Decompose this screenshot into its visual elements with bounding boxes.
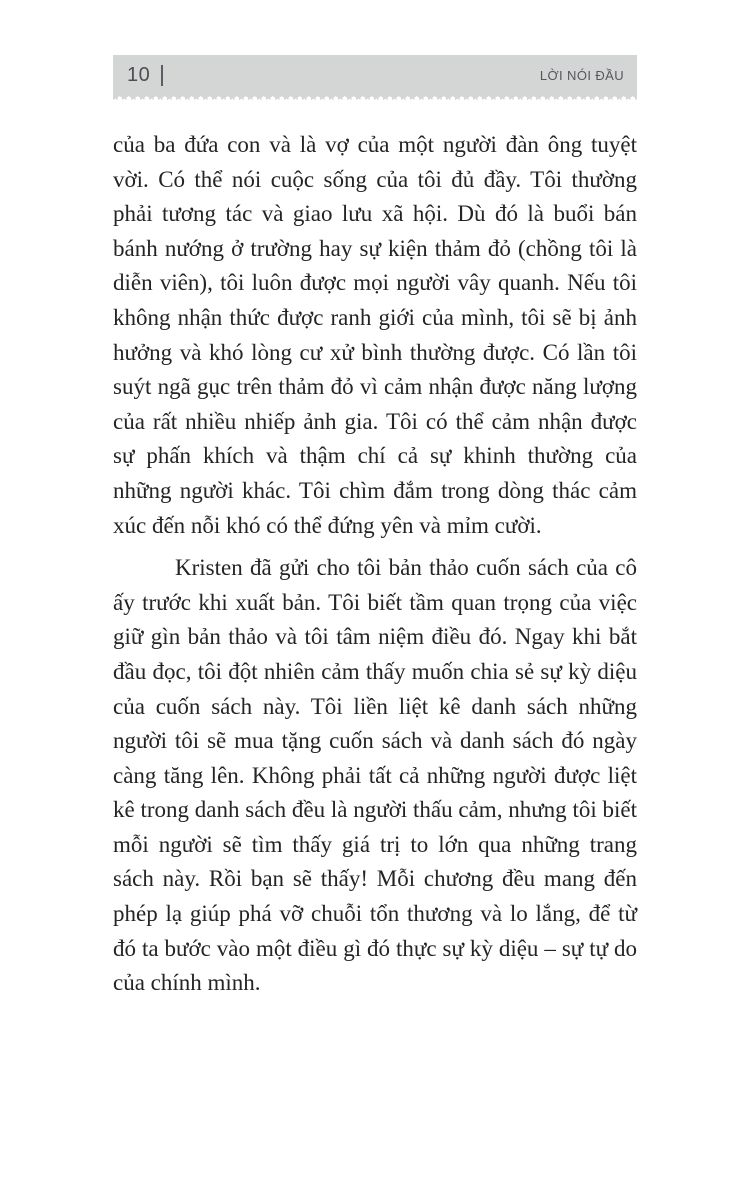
section-title: LỜI NÓI ĐẦU bbox=[539, 67, 624, 83]
paragraph-1: của ba đứa con và là vợ của một người đàn ông tuyệt vời. Có thể nói cuộc sống của tôi đủ đầy. Tôi thường phải tương tác và giao lưu xã hội. Dù đó là buổi bán bánh nướng ở trường hay sự kiện thảm đỏ (chồng tôi là diễn viên), tôi luôn được mọi người vây quanh. Nếu tôi không nhận thức được ranh giới của mình, tôi sẽ bị ảnh hưởng và khó lòng cư xử bình thường được. Có lần tôi suýt ngã gục trên thảm đỏ vì cảm nhận được năng lượng của rất nhiều nhiếp ảnh gia. Tôi có thể cảm nhận được sự phấn khích và thậm chí cả sự khinh thường của những người khác. Tôi chìm đắm trong dòng thác cảm xúc đến nỗi khó có thể đứng yên và mỉm cười. bbox=[113, 132, 637, 538]
page-number: 10 bbox=[127, 63, 151, 86]
header-bar bbox=[113, 55, 637, 95]
header-divider bbox=[161, 65, 163, 86]
paragraph-2: Kristen đã gửi cho tôi bản thảo cuốn sách của cô ấy trước khi xuất bản. Tôi biết tầm quan trọng của việc giữ gìn bản thảo và tôi tâm niệm điều đó. Ngay khi bắt đầu đọc, tôi đột nhiên cảm thấy muốn chia sẻ sự kỳ diệu của cuốn sách này. Tôi liền liệt kê danh sách những người tôi sẽ mua tặng cuốn sách và danh sách đó ngày càng tăng lên. Không phải tất cả những người được liệt kê trong danh sách đều là người thấu cảm, nhưng tôi biết mỗi người sẽ tìm thấy giá trị to lớn qua những trang sách này. Rồi bạn sẽ thấy! Mỗi chương đều mang đến phép lạ giúp phá vỡ chuỗi tổn thương và lo lắng, để từ đó ta bước vào một điều gì đó thực sự kỳ diệu – sự tự do của chính mình. bbox=[113, 555, 637, 996]
page-header bbox=[113, 55, 637, 100]
body-text bbox=[113, 128, 637, 1001]
torn-edge-decoration bbox=[113, 95, 637, 100]
